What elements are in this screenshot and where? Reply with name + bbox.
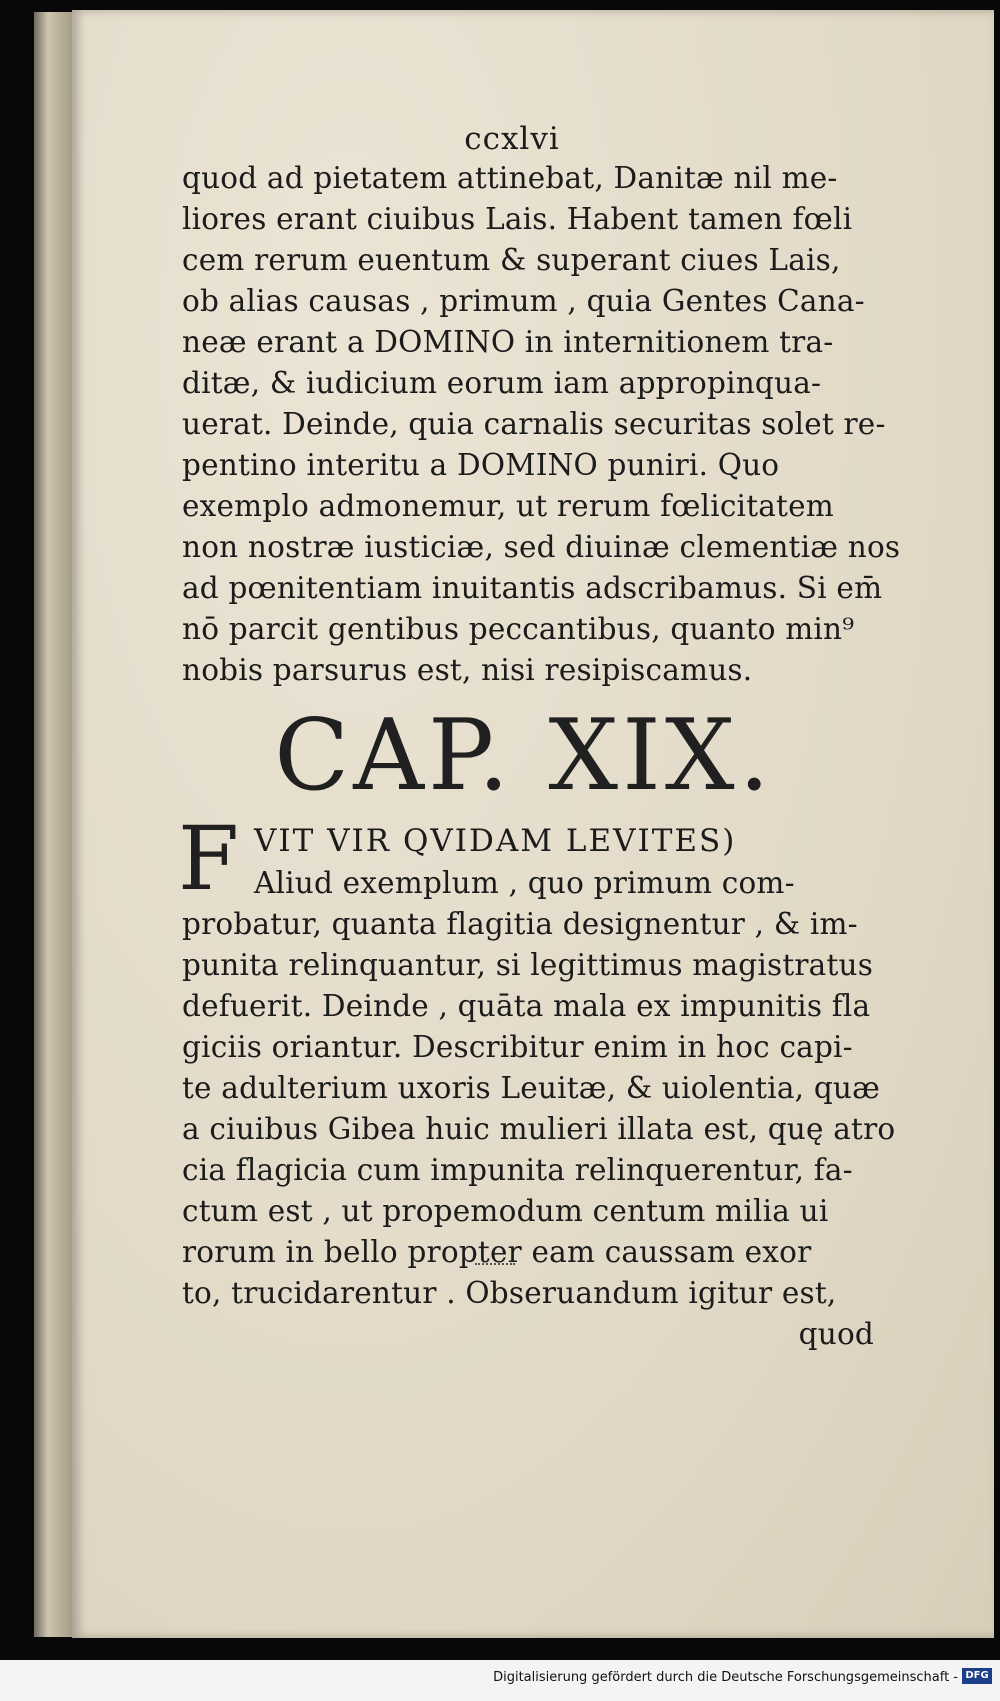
- decorative-mark: [475, 1263, 515, 1269]
- text-line: liores erant ciuibus Lais. Habent tamen fœli: [182, 202, 853, 236]
- book-page-edges: [34, 12, 74, 1637]
- text-line: exemplo admonemur, ut rerum fœlicitatem: [182, 489, 834, 523]
- text-line: nobis parsurus est, nisi resipiscamus.: [182, 653, 753, 687]
- folio-number: ccxlvi: [464, 121, 560, 157]
- text-line: ad pœnitentiam inuitantis adscribamus. Si em̄: [182, 571, 883, 605]
- funding-credit: Digitalisierung gefördert durch die Deutsche Forschungsgemeinschaft -: [493, 1670, 958, 1685]
- digitization-footer: [0, 1660, 1000, 1701]
- text-line: probatur, quanta flagitia designentur , & im-: [182, 907, 858, 941]
- catchword: quod: [798, 1317, 874, 1351]
- text-line: ditæ, & iudicium eorum iam appropinqua-: [182, 366, 822, 400]
- page-text-block: [178, 120, 901, 1355]
- chapter-heading: CAP. XIX.: [274, 699, 774, 813]
- text-line: punita relinquantur, si legittimus magistratus: [182, 948, 874, 982]
- text-line: quod ad pietatem attinebat, Danitæ nil me-: [182, 161, 838, 195]
- text-line: to, trucidarentur . Obseruandum igitur est,: [182, 1276, 837, 1310]
- text-line: pentino interitu a DOMINO puniri. Quo: [182, 448, 780, 482]
- text-line: Aliud exemplum , quo primum com-: [254, 866, 795, 900]
- chapter-body-text: [182, 863, 896, 1314]
- preceding-chapter-text: [182, 158, 901, 691]
- text-line: neæ erant a DOMINO in internitionem tra-: [182, 325, 834, 359]
- text-line: te adulterium uxoris Leuitæ, & uiolentia, quæ: [182, 1071, 881, 1105]
- text-line: uerat. Deinde, quia carnalis securitas solet re-: [182, 407, 886, 441]
- dfg-logo: DFG: [962, 1668, 992, 1684]
- text-line: rorum in bello propter eam caussam exor: [182, 1235, 812, 1269]
- text-line: non nostræ iusticiæ, sed diuinæ clementiæ nos: [182, 530, 901, 564]
- text-line: cem rerum euentum & superant ciues Lais,: [182, 243, 841, 277]
- initial-letter: F: [178, 807, 240, 910]
- text-line: ctum est , ut propemodum centum milia ui: [182, 1194, 829, 1228]
- chapter-opening-text: VIT VIR QVIDAM LEVITES): [254, 823, 737, 859]
- text-line: giciis oriantur. Describitur enim in hoc capi-: [182, 1030, 853, 1064]
- text-line: cia flagicia cum impunita relinquerentur, fa-: [182, 1153, 853, 1187]
- text-line: ob alias causas , primum , quia Gentes Cana-: [182, 284, 865, 318]
- text-line: defuerit. Deinde , quāta mala ex impunitis fla: [182, 989, 871, 1023]
- text-line: nō parcit gentibus peccantibus, quanto min⁹: [182, 612, 855, 646]
- text-line: a ciuibus Gibea huic mulieri illata est, quę atro: [182, 1112, 896, 1146]
